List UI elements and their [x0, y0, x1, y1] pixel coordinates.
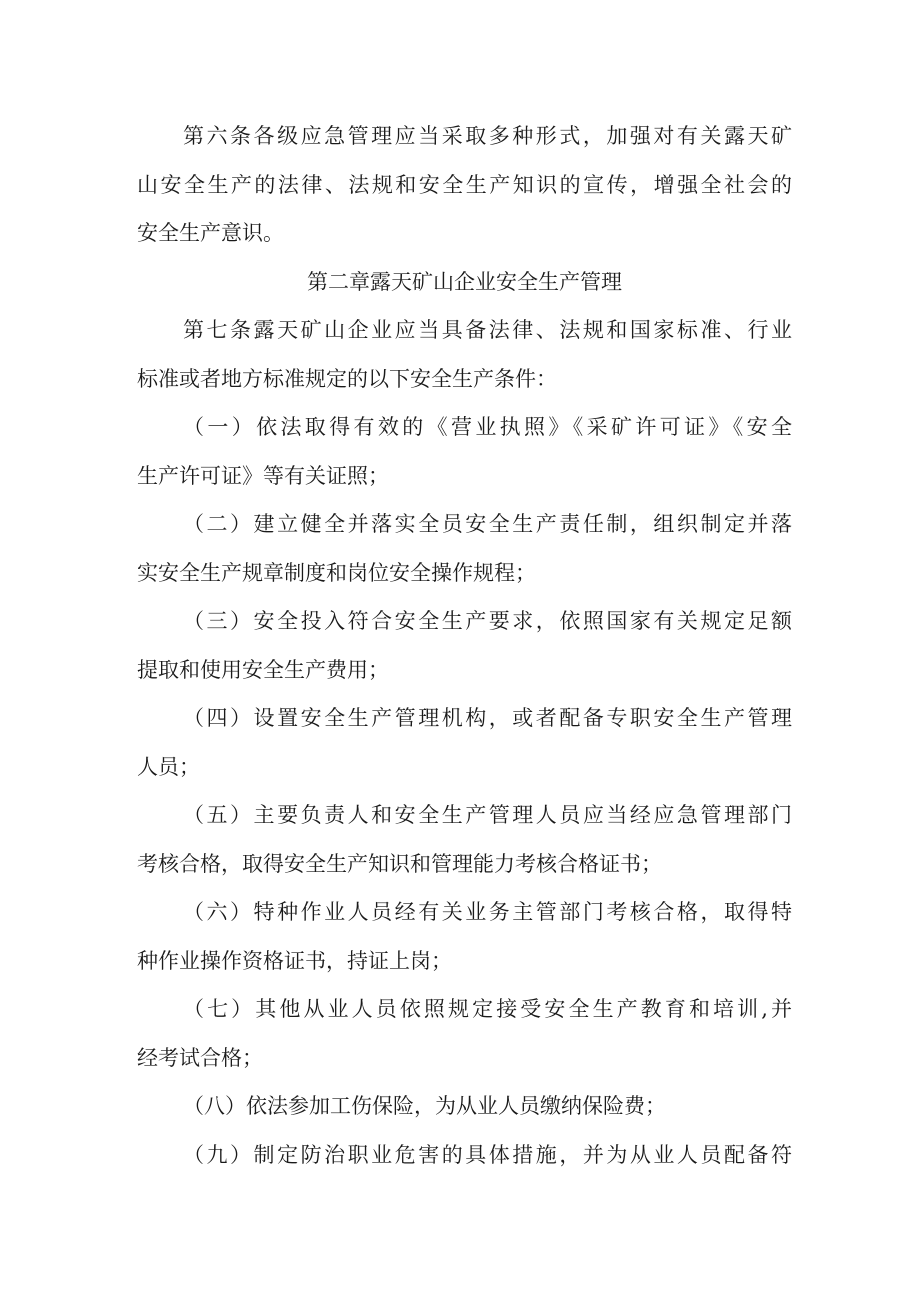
item-5-line-2: 考核合格，取得安全生产知识和管理能力考核合格证书； [137, 851, 662, 876]
item-4-line-2: 人员； [137, 754, 200, 779]
item-3-line-1: （三）安全投入符合安全生产要求，依照国家有关规定足额 [183, 609, 792, 633]
item-6-line-2: 种作业操作资格证书，持证上岗； [137, 948, 452, 973]
item-1-line-1: （一）依法取得有效的《营业执照》《采矿许可证》《安全 [183, 415, 792, 439]
item-3-line-2: 提取和使用安全生产费用； [137, 657, 389, 682]
article-7-line-2: 标准或者地方标准规定的以下安全生产条件： [137, 366, 557, 391]
item-6-line-1: （六）特种作业人员经有关业务主管部门考核合格，取得特 [183, 900, 792, 924]
item-7-line-2: 经考试合格； [137, 1045, 263, 1070]
chapter-2-heading: 第二章露天矿山企业安全生产管理 [307, 269, 622, 294]
item-5-line-1: （五）主要负责人和安全生产管理人员应当经应急管理部门 [183, 803, 792, 827]
article-6-line-1: 第六条各级应急管理应当采取多种形式，加强对有关露天矿 [183, 124, 792, 148]
item-4-line-1: （四）设置安全生产管理机构，或者配备专职安全生产管理 [183, 706, 792, 730]
document-body [137, 112, 792, 1179]
item-2-line-1: （二）建立健全并落实全员安全生产责任制，组织制定并落 [183, 512, 792, 536]
article-6-line-3: 安全生产意识。 [137, 221, 284, 245]
item-7-line-1: （七）其他从业人员依照规定接受安全生产教育和培训,并 [183, 997, 792, 1021]
article-7-line-1: 第七条露天矿山企业应当具备法律、法规和国家标准、行业 [183, 318, 792, 342]
item-2-line-2: 实安全生产规章制度和岗位安全操作规程； [137, 560, 536, 585]
article-6-line-2: 山安全生产的法律、法规和安全生产知识的宣传，增强全社会的 [137, 172, 792, 197]
item-1-line-2: 生产许可证》等有关证照； [137, 463, 389, 488]
item-9-line-1: （九）制定防治职业危害的具体措施，并为从业人员配备符 [183, 1142, 792, 1167]
item-8-line-1: （八）依法参加工伤保险，为从业人员缴纳保险费； [183, 1094, 666, 1118]
